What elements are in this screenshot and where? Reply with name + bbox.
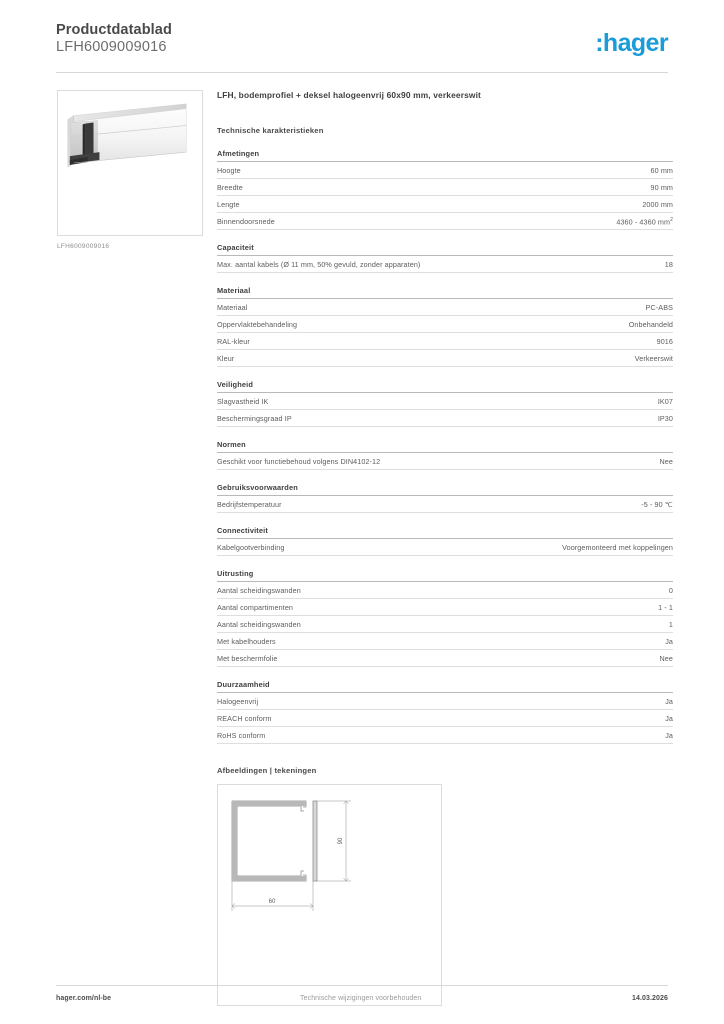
page-footer bbox=[56, 995, 668, 1002]
spec-value: IK07 bbox=[657, 396, 673, 406]
spec-group-title: Afmetingen bbox=[217, 149, 673, 162]
spec-group-title: Gebruiksvoorwaarden bbox=[217, 483, 673, 496]
drawing-height-dimension: 90 bbox=[338, 837, 344, 845]
header-divider bbox=[56, 72, 668, 73]
spec-value: 2000 mm bbox=[642, 199, 673, 209]
footer-website[interactable]: hager.com/nl-be bbox=[56, 995, 112, 1002]
cross-section-drawing bbox=[218, 785, 442, 1006]
technical-drawing bbox=[217, 784, 442, 1006]
spec-row bbox=[217, 599, 673, 616]
spec-row bbox=[217, 496, 673, 513]
spec-label: Beschermingsgraad IP bbox=[217, 413, 292, 423]
spec-label: Aantal scheidingswanden bbox=[217, 619, 301, 629]
spec-value: Onbehandeld bbox=[628, 319, 673, 329]
spec-group bbox=[217, 243, 673, 273]
page-header bbox=[56, 22, 668, 70]
footer-date: 14.03.2026 bbox=[631, 995, 668, 1002]
spec-label: REACH conform bbox=[217, 713, 272, 723]
spec-row bbox=[217, 582, 673, 599]
spec-label: Materiaal bbox=[217, 302, 248, 312]
drawings-heading: Afbeeldingen | tekeningen bbox=[217, 766, 317, 776]
spec-content bbox=[217, 90, 673, 1006]
spec-row bbox=[217, 393, 673, 410]
spec-value bbox=[604, 217, 673, 226]
spec-row bbox=[217, 162, 673, 179]
page-title: Productdatablad bbox=[56, 22, 172, 38]
spec-label: Breedte bbox=[217, 182, 243, 192]
spec-value: 0 bbox=[668, 585, 673, 595]
spec-value: IP30 bbox=[657, 413, 673, 423]
spec-row bbox=[217, 633, 673, 650]
spec-row bbox=[217, 213, 673, 230]
product-photo bbox=[57, 90, 203, 236]
spec-label: Aantal scheidingswanden bbox=[217, 585, 301, 595]
spec-row bbox=[217, 196, 673, 213]
spec-label: Oppervlaktebehandeling bbox=[217, 319, 298, 329]
spec-value-text: 4360 - 4360 mm bbox=[616, 216, 671, 226]
spec-value: -5 - 90 ℃ bbox=[641, 499, 673, 509]
spec-label: RAL-kleur bbox=[217, 336, 250, 346]
spec-row bbox=[217, 727, 673, 744]
spec-label: Binnendoorsnede bbox=[217, 216, 275, 226]
spec-row bbox=[217, 316, 673, 333]
technical-characteristics-heading: Technische karakteristieken bbox=[217, 126, 324, 135]
spec-group bbox=[217, 286, 673, 367]
product-description: LFH, bodemprofiel + deksel halogeenvrij 60x90 mm, verkeerswit bbox=[217, 90, 481, 100]
spec-groups bbox=[217, 149, 673, 744]
spec-group bbox=[217, 483, 673, 513]
spec-label: Met kabelhouders bbox=[217, 636, 276, 646]
drawing-width-dimension: 60 bbox=[268, 899, 276, 906]
spec-group-title: Uitrusting bbox=[217, 569, 673, 582]
spec-group bbox=[217, 440, 673, 470]
spec-row bbox=[217, 453, 673, 470]
spec-label: Bedrijfstemperatuur bbox=[217, 499, 282, 509]
spec-label: Halogeenvrij bbox=[217, 696, 259, 706]
spec-row bbox=[217, 650, 673, 667]
spec-value-superscript: 2 bbox=[670, 216, 673, 223]
spec-row bbox=[217, 256, 673, 273]
spec-value: Nee bbox=[659, 456, 673, 466]
spec-value: Ja bbox=[665, 696, 673, 706]
spec-group bbox=[217, 569, 673, 667]
product-photo-caption: LFH6009009016 bbox=[57, 243, 110, 250]
spec-row bbox=[217, 299, 673, 316]
spec-group bbox=[217, 680, 673, 744]
spec-group bbox=[217, 149, 673, 230]
spec-group bbox=[217, 380, 673, 427]
footer-divider bbox=[56, 985, 668, 986]
product-reference: LFH6009009016 bbox=[56, 39, 167, 55]
spec-label: Hoogte bbox=[217, 165, 241, 175]
spec-value: 9016 bbox=[656, 336, 673, 346]
hager-logo: :hager bbox=[595, 29, 668, 57]
spec-row bbox=[217, 693, 673, 710]
spec-value: PC-ABS bbox=[645, 302, 673, 312]
spec-row bbox=[217, 333, 673, 350]
spec-label: Kabelgootverbinding bbox=[217, 542, 285, 552]
spec-value: Verkeerswit bbox=[634, 353, 673, 363]
spec-group-title: Capaciteit bbox=[217, 243, 673, 256]
spec-row bbox=[217, 539, 673, 556]
spec-group-title: Materiaal bbox=[217, 286, 673, 299]
footer-disclaimer: Technische wijzigingen voorbehouden bbox=[300, 995, 422, 1002]
spec-row bbox=[217, 179, 673, 196]
spec-row bbox=[217, 616, 673, 633]
spec-label: Max. aantal kabels (Ø 11 mm, 50% gevuld, zonder apparaten) bbox=[217, 259, 421, 269]
spec-value: Ja bbox=[665, 636, 673, 646]
spec-label: Kleur bbox=[217, 353, 235, 363]
spec-value: Nee bbox=[659, 653, 673, 663]
spec-group-title: Connectiviteit bbox=[217, 526, 673, 539]
spec-group-title: Normen bbox=[217, 440, 673, 453]
spec-value: Ja bbox=[665, 713, 673, 723]
spec-label: RoHS conform bbox=[217, 730, 266, 740]
spec-row bbox=[217, 350, 673, 367]
spec-row bbox=[217, 410, 673, 427]
spec-value: Voorgemonteerd met koppelingen bbox=[562, 542, 673, 552]
spec-label: Lengte bbox=[217, 199, 240, 209]
spec-value: 1 - 1 bbox=[658, 602, 673, 612]
spec-label: Met beschermfolie bbox=[217, 653, 278, 663]
spec-group bbox=[217, 526, 673, 556]
cable-trunking-illustration bbox=[58, 91, 202, 235]
spec-value: 60 mm bbox=[650, 165, 673, 175]
spec-value: 1 bbox=[668, 619, 673, 629]
spec-row bbox=[217, 710, 673, 727]
spec-label: Geschikt voor functiebehoud volgens DIN4102-12 bbox=[217, 456, 381, 466]
spec-value: Ja bbox=[665, 730, 673, 740]
spec-value: 18 bbox=[664, 259, 673, 269]
spec-label: Aantal compartimenten bbox=[217, 602, 294, 612]
spec-group-title: Veiligheid bbox=[217, 380, 673, 393]
spec-group-title: Duurzaamheid bbox=[217, 680, 673, 693]
spec-label: Slagvastheid IK bbox=[217, 396, 269, 406]
spec-value: 90 mm bbox=[650, 182, 673, 192]
